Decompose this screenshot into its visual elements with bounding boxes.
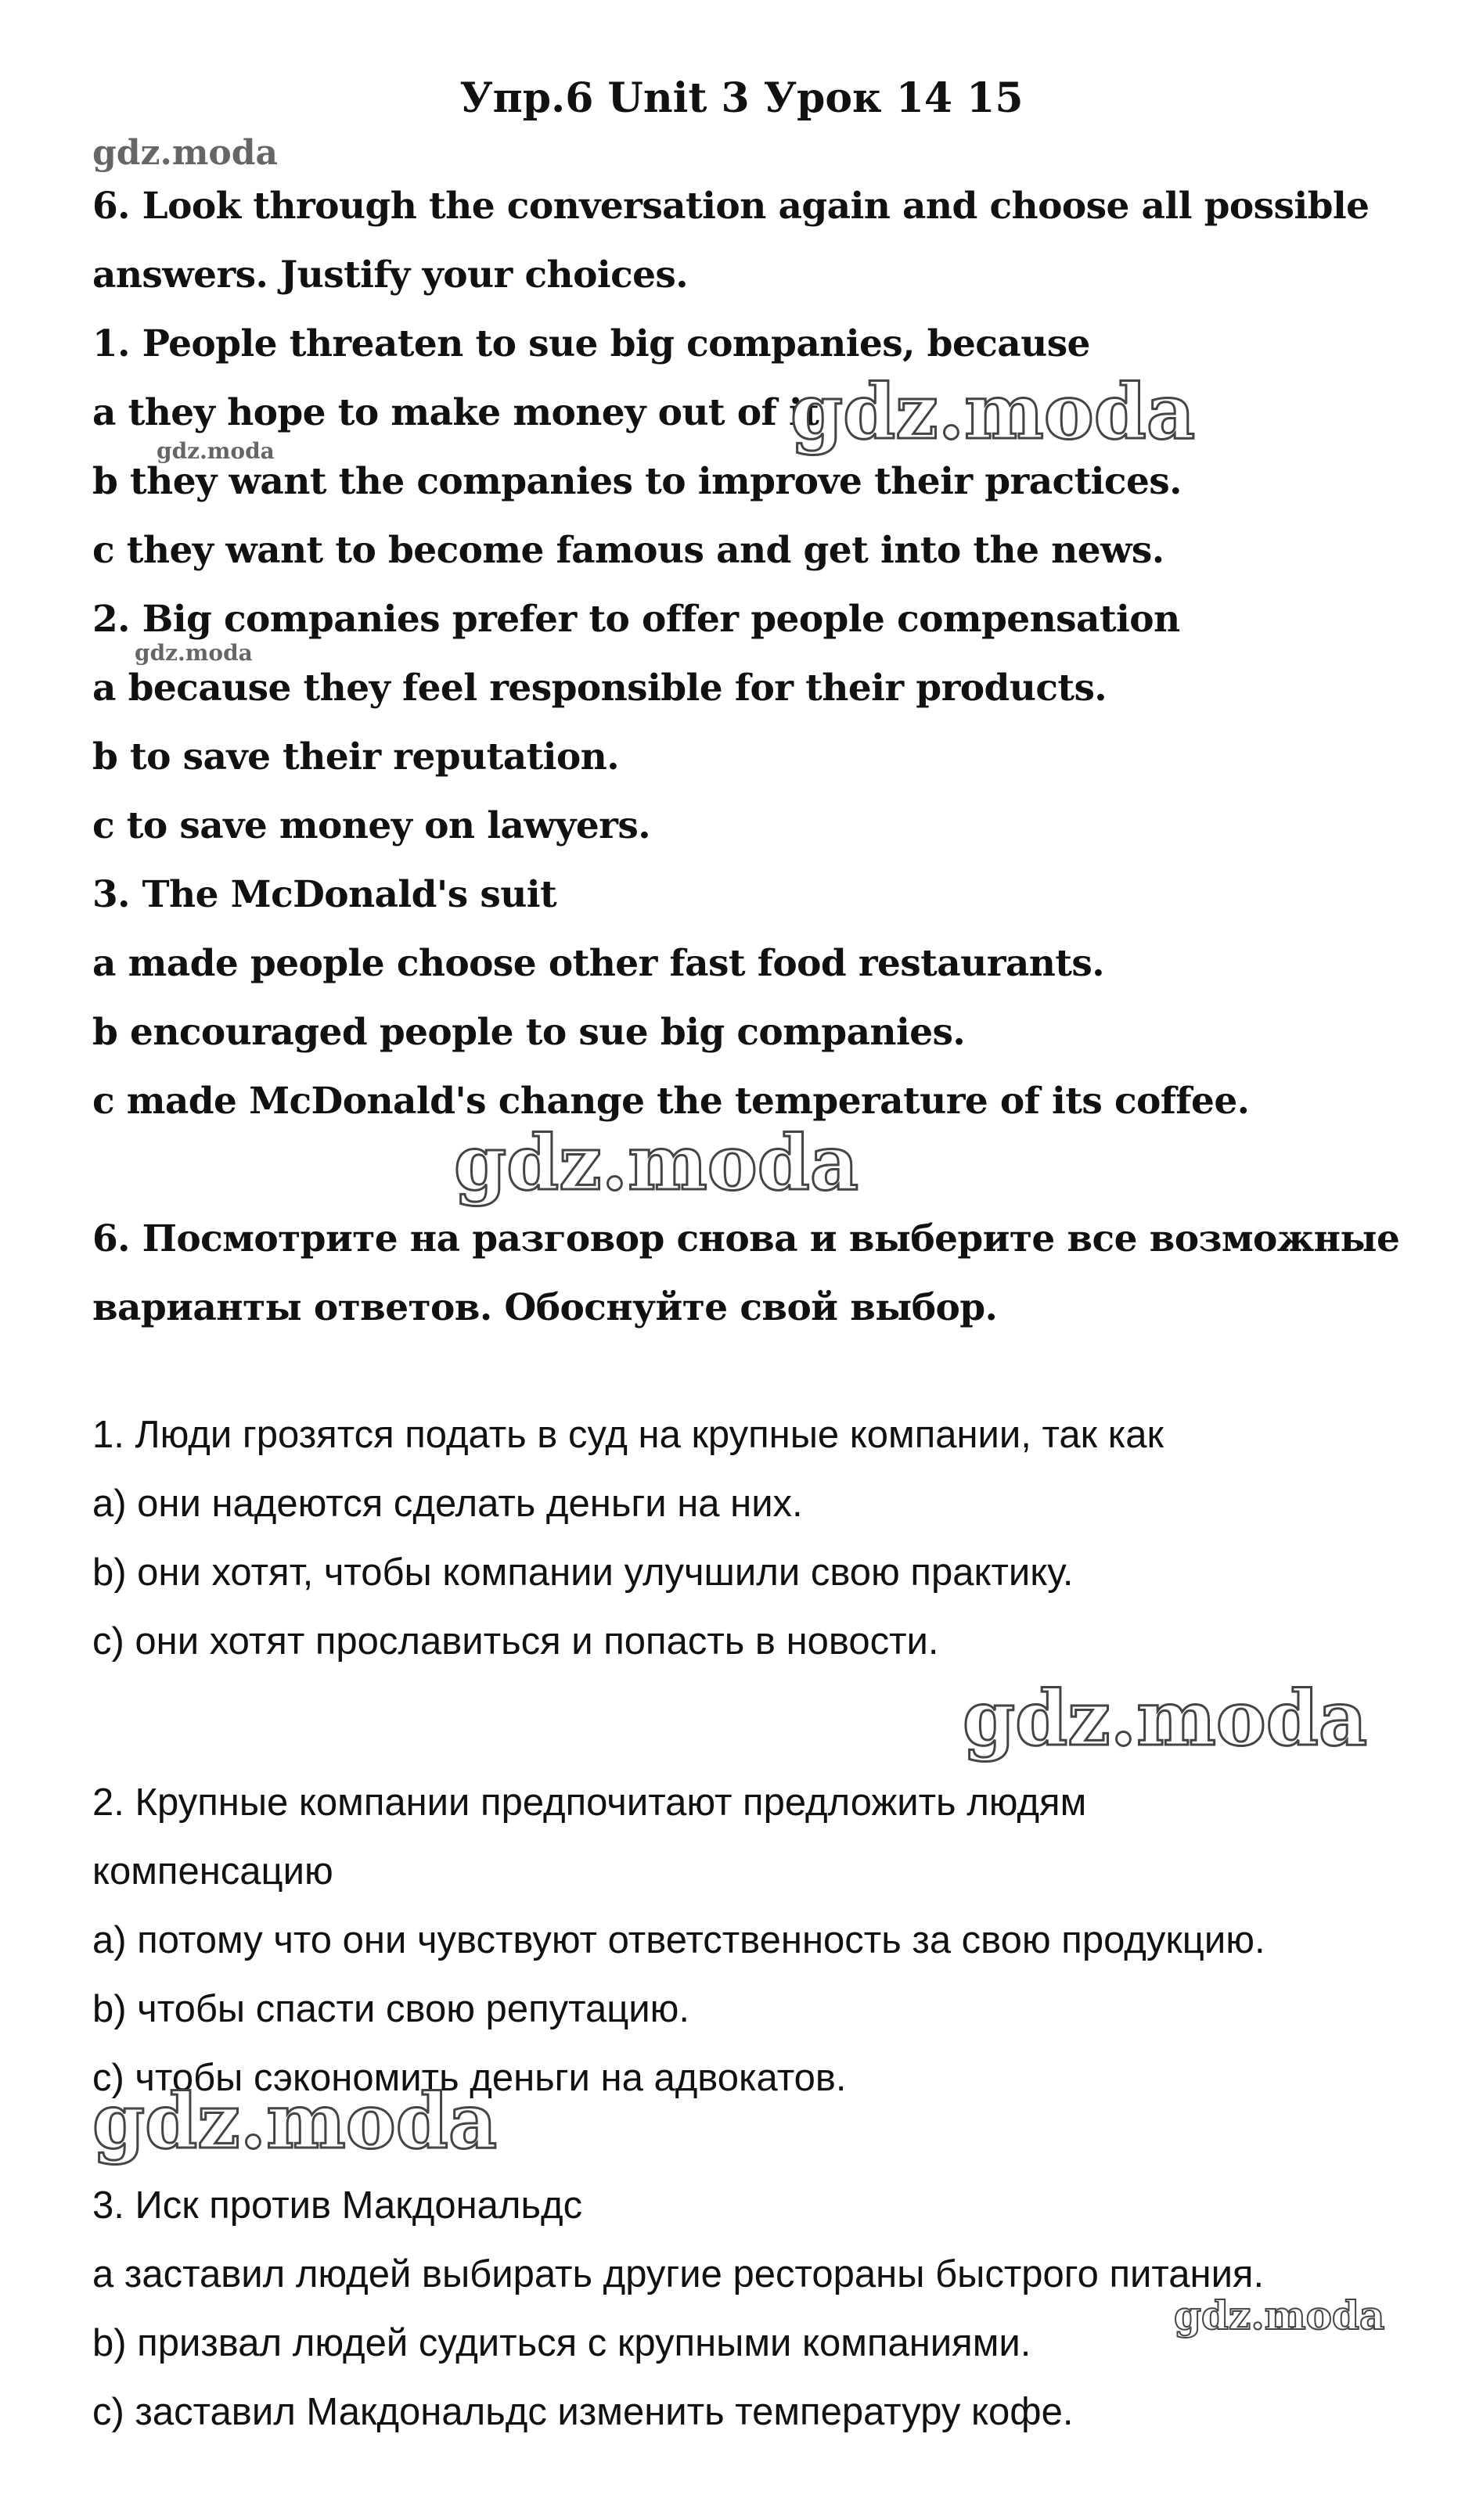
russian-instruction <box>92 1205 1423 1343</box>
instruction-line: 6. Look through the conversation again and choose all possible <box>92 185 1370 228</box>
answer-option: b) призвал людей судиться с крупными компаниями. <box>92 2322 1031 2364</box>
question-stem: 2. Крупные компании предпочитают предложить людям <box>92 1781 1087 1824</box>
answer-option: a because they feel responsible for their products. <box>92 667 1107 710</box>
question-stem: 3. Иск против Макдональдс <box>92 2184 583 2227</box>
watermark: gdz.moda <box>135 640 253 666</box>
russian-question-1 <box>92 1400 1423 1676</box>
question-stem: компенсацию <box>92 1850 333 1893</box>
question-stem: 1. Люди грозятся подать в суд на крупные компании, так как <box>92 1414 1164 1456</box>
instruction-line: варианты ответов. Обоснуйте свой выбор. <box>92 1286 998 1329</box>
answer-option: c) заставил Макдональдс изменить температуру кофе. <box>92 2391 1074 2433</box>
answer-option: a) они надеются сделать деньги на них. <box>92 1483 803 1525</box>
answer-option: c they want to become famous and get into the news. <box>92 529 1164 572</box>
instruction-line: answers. Justify your choices. <box>92 253 689 297</box>
answer-option: c) они хотят прославиться и попасть в новости. <box>92 1620 939 1663</box>
watermark: gdz.moda <box>1174 2292 1385 2338</box>
question-stem: 3. The McDonald's suit <box>92 873 557 916</box>
answer-option: c) чтобы сэкономить деньги на адвокатов. <box>92 2057 847 2099</box>
watermark: gdz.moda <box>454 1119 859 1207</box>
page-title: Упр.6 Unit 3 Урок 14 15 <box>459 74 1024 122</box>
english-exercise <box>92 172 1423 1136</box>
answer-option: b) чтобы спасти свою репутацию. <box>92 1988 690 2030</box>
answer-option: b to save their reputation. <box>92 735 620 778</box>
russian-question-3 <box>92 2171 1423 2446</box>
answer-option: a) потому что они чувствуют ответственность за свою продукцию. <box>92 1919 1265 1961</box>
answer-option: а заставил людей выбирать другие рестораны быстрого питания. <box>92 2253 1265 2295</box>
answer-option: a they hope to make money out of it. <box>92 391 832 434</box>
watermark: gdz.moda <box>92 133 279 173</box>
watermark: gdz.moda <box>157 438 275 464</box>
answer-option: a made people choose other fast food restaurants. <box>92 942 1105 985</box>
answer-option: c to save money on lawyers. <box>92 804 650 847</box>
watermark: gdz.moda <box>790 368 1196 456</box>
russian-question-2 <box>92 1768 1423 2112</box>
answer-option: c made McDonald's change the temperature of its coffee. <box>92 1080 1250 1123</box>
watermark: gdz.moda <box>963 1674 1368 1763</box>
answer-option: b) они хотят, чтобы компании улучшили свою практику. <box>92 1551 1074 1594</box>
watermark: gdz.moda <box>92 2077 498 2166</box>
instruction-line: 6. Посмотрите на разговор снова и выберите все возможные <box>92 1217 1400 1260</box>
answer-option: b encouraged people to sue big companies. <box>92 1011 966 1054</box>
question-stem: 2. Big companies prefer to offer people compensation <box>92 598 1180 641</box>
answer-option: b they want the companies to improve their practices. <box>92 460 1182 503</box>
question-stem: 1. People threaten to sue big companies, because <box>92 322 1090 365</box>
